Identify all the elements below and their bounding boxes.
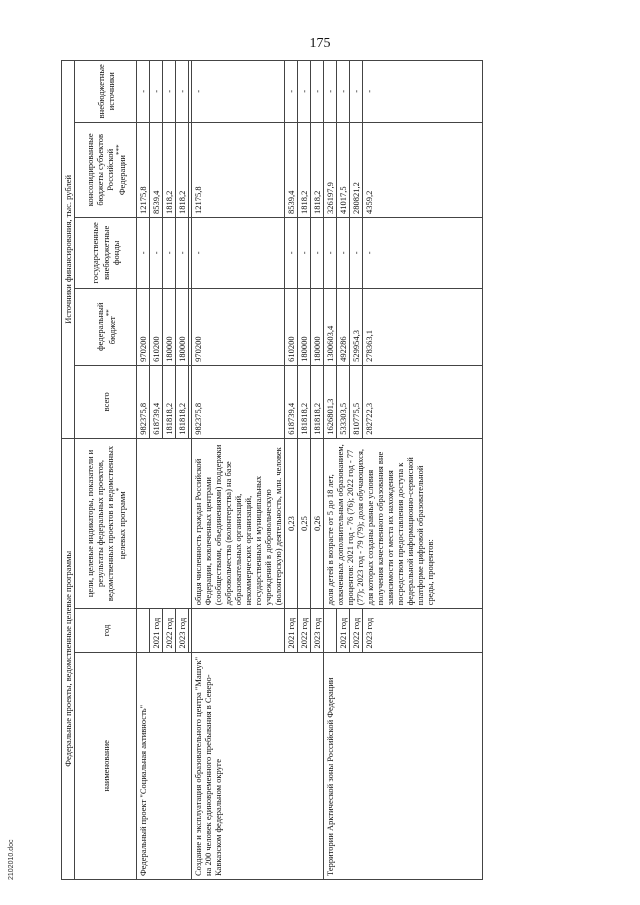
row-indicator-value: 0,26 — [311, 438, 324, 609]
cell-nonbudget: - — [176, 61, 189, 123]
cell-total: 533303,5 — [337, 365, 350, 438]
cell-total: 982375,8 — [192, 365, 285, 438]
cell-nonbudget: - — [363, 61, 483, 123]
table-row — [137, 61, 150, 880]
cell-regional: 1818,2 — [176, 122, 189, 218]
header-name: наименование — [75, 652, 137, 879]
cell-regional: 12175,8 — [137, 122, 150, 218]
cell-funds: - — [137, 218, 150, 289]
cell-total: 181818,2 — [298, 365, 311, 438]
cell-regional: 1818,2 — [311, 122, 324, 218]
cell-nonbudget: - — [311, 61, 324, 123]
cell-federal: 970200 — [137, 288, 150, 365]
cell-federal: 180000 — [176, 288, 189, 365]
cell-nonbudget: - — [337, 61, 350, 123]
row-name: Территории Арктической зоны Российской Федерации — [324, 652, 483, 879]
cell-funds: - — [298, 218, 311, 289]
footer-filename: 2102010.doc — [8, 839, 15, 880]
table-row — [324, 61, 337, 880]
row-indicator-value: 0,23 — [285, 438, 298, 609]
cell-funds: - — [337, 218, 350, 289]
cell-federal: 180000 — [163, 288, 176, 365]
cell-federal: 492286 — [337, 288, 350, 365]
financing-table — [61, 60, 483, 880]
header-indicators: цели, целевые индикаторы, показатели и результаты федеральных проектов, ведомственных проектов и ведомственных целевых программ* — [75, 438, 137, 609]
cell-regional: 1818,2 — [163, 122, 176, 218]
cell-federal: 180000 — [298, 288, 311, 365]
cell-regional: 41017,5 — [337, 122, 350, 218]
header-offbudget-funds: государственные внебюджетные фонды — [75, 218, 137, 289]
cell-federal: 278363,1 — [363, 288, 483, 365]
cell-total: 618739,4 — [150, 365, 163, 438]
row-year: 2023 год — [176, 609, 189, 652]
cell-funds: - — [363, 218, 483, 289]
header-total: всего — [75, 365, 137, 438]
row-year: 2022 год — [298, 609, 311, 652]
row-indicator: доля детей в возрасте от 5 до 18 лет, охваченных дополнительным образованием, процентов: 2021 год - 76 (76); 2022 год - 77 (77); 2023 год - 79 (79); доля обучающихся, для которых созданы равные условия получения качественного образования вне зависимости от места их нахождения посредством предоставления доступа к федеральной информационно-сервисной платформе цифровой образовательной среды, процентов: — [324, 438, 483, 609]
row-name: Федеральный проект "Социальная активность" — [137, 652, 192, 879]
cell-regional: 12175,8 — [192, 122, 285, 218]
cell-federal: 610200 — [285, 288, 298, 365]
cell-nonbudget: - — [137, 61, 150, 123]
cell-federal: 610200 — [150, 288, 163, 365]
cell-funds: - — [350, 218, 363, 289]
row-indicator: общая численность граждан Российской Федерации, вовлеченных центрами (сообществами, объединениями) поддержки добровольчества (волонтерства) на базе образовательных организаций, некоммерческих организаций, государственных и муниципальных учреждений в добровольческую (волонтерскую) деятельность, млн. человек — [192, 438, 285, 609]
cell-nonbudget: - — [150, 61, 163, 123]
cell-regional: 280821,2 — [350, 122, 363, 218]
row-year — [324, 609, 337, 652]
cell-total: 982375,8 — [137, 365, 150, 438]
row-year — [192, 609, 285, 652]
cell-funds: - — [176, 218, 189, 289]
cell-regional: 8539,4 — [150, 122, 163, 218]
cell-federal: 529954,3 — [350, 288, 363, 365]
header-regional: консолидированные бюджеты субъектов Российской Федерации*** — [75, 122, 137, 218]
cell-federal: 180000 — [311, 288, 324, 365]
cell-total: 1626801,3 — [324, 365, 337, 438]
row-indicator — [137, 438, 192, 609]
cell-funds: - — [150, 218, 163, 289]
cell-nonbudget: - — [324, 61, 337, 123]
cell-funds: - — [285, 218, 298, 289]
header-nonbudget: внебюджетные источники — [75, 61, 137, 123]
row-indicator-value: 0,25 — [298, 438, 311, 609]
row-name: Создание и эксплуатация образовательного центра "Машук" на 200 человек единовременного пребывания в Северо-Кавказском федеральном округе — [192, 652, 324, 879]
cell-nonbudget: - — [285, 61, 298, 123]
cell-nonbudget: - — [298, 61, 311, 123]
cell-federal: 970200 — [192, 288, 285, 365]
row-year — [137, 609, 150, 652]
table-row — [192, 61, 285, 880]
row-year: 2021 год — [150, 609, 163, 652]
rotated-table-container — [61, 60, 461, 880]
row-year: 2023 год — [311, 609, 324, 652]
cell-federal: 1300603,4 — [324, 288, 337, 365]
header-federal: федеральный бюджет** — [75, 288, 137, 365]
cell-funds: - — [163, 218, 176, 289]
cell-funds: - — [192, 218, 285, 289]
cell-nonbudget: - — [350, 61, 363, 123]
cell-total: 810775,5 — [350, 365, 363, 438]
cell-funds: - — [311, 218, 324, 289]
cell-total: 181818,2 — [311, 365, 324, 438]
header-sources: Источники финансирования, тыс. рублей — [62, 61, 75, 439]
row-year: 2021 год — [285, 609, 298, 652]
cell-regional: 326197,9 — [324, 122, 337, 218]
page-number: 175 — [309, 36, 331, 51]
cell-regional: 4359,2 — [363, 122, 483, 218]
header-year: год — [75, 609, 137, 652]
cell-funds: - — [324, 218, 337, 289]
cell-regional: 8539,4 — [285, 122, 298, 218]
cell-nonbudget: - — [163, 61, 176, 123]
header-group: Федеральные проекты, ведомственные целевые программы — [62, 438, 75, 879]
cell-nonbudget: - — [192, 61, 285, 123]
cell-total: 618739,4 — [285, 365, 298, 438]
row-year: 2023 год — [363, 609, 483, 652]
cell-total: 282722,3 — [363, 365, 483, 438]
cell-regional: 1818,2 — [298, 122, 311, 218]
row-year: 2021 год — [337, 609, 350, 652]
cell-total: 181818,2 — [176, 365, 189, 438]
row-year: 2022 год — [163, 609, 176, 652]
row-year: 2022 год — [350, 609, 363, 652]
cell-total: 181818,2 — [163, 365, 176, 438]
